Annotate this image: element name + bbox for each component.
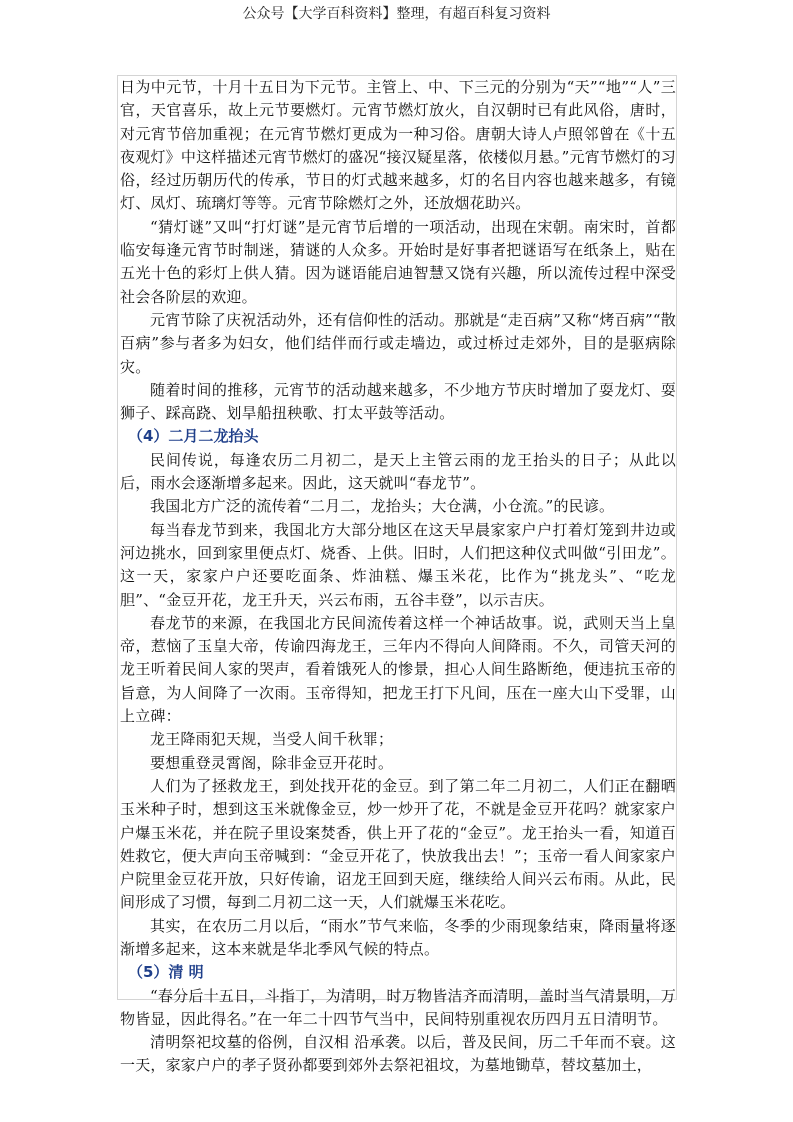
paragraph-dragon-legend: 民间传说，每逢农历二月初二，是天上主管云雨的龙王抬头的日子；从此以后，雨水会逐渐增多起来。因此，这天就叫“春龙节”。: [120, 450, 676, 493]
section-heading-qingming: （5）清 明: [128, 963, 204, 982]
paragraph-walking-away-illness: 元宵节除了庆祝活动外，还有信仰性的活动。那就是“走百病”又称“烤百病”“散百病”参与者多为妇女，他们结伴而行或走墙边，或过桥过走郊外，目的是驱病除灾。: [120, 310, 676, 376]
section-heading-dragon-head: （4）二月二龙抬头: [128, 427, 259, 446]
paragraph-qingming-definition: “春分后十五日，斗指丁，为清明，时万物皆洁齐而清明，盖时当气清景明，万物皆显，因此得名。”在一年二十四节气当中，民间特别重视农历四月五日清明节。: [120, 986, 676, 1028]
paragraph-dragon-customs: 每当春龙节到来，我国北方大部分地区在这天早晨家家户户打着灯笼到井边或河边挑水，回到家里便点灯、烧香、上供。旧时，人们把这种仪式叫做“引田龙”。这一天，家家户户还要吃面条、炸油糕、爆玉米花，比作为“挑龙头”、“吃龙胆”、“金豆开花，龙王升天，兴云布雨，五谷丰登”，以示吉庆。: [120, 520, 676, 609]
poem-line-2: 要想重登灵霄阁，除非金豆开花时。: [150, 753, 394, 772]
paragraph-climate-note: 其实，在农历二月以后，“雨水”节气来临，冬季的少雨现象结束，降雨量将逐渐增多起来，这本来就是华北季风气候的特点。: [120, 916, 676, 958]
paragraph-dragon-myth: 春龙节的来源，在我国北方民间流传着这样一个神话故事。说，武则天当上皇帝，惹恼了玉皇大帝，传谕四海龙王，三年内不得向人间降雨。不久，司管天河的龙王听着民间人家的哭声，看着饿死人的惨景，担心人间生路断绝，便违抗玉帝的旨意，为人间降了一次雨。玉帝得知，把龙王打下凡间，压在一座大山下受罪，山上立碑：: [120, 613, 676, 726]
paragraph-lantern-riddles: “猜灯谜”又叫“打灯谜”是元宵节后增的一项活动，出现在宋朝。南宋时，首都临安每逢元宵节时制迷，猜谜的人众多。开始时是好事者把谜语写在纸条上，贴在五光十色的彩灯上供人猜。因为谜语能启迪智慧又饶有兴趣，所以流传过程中深受社会各阶层的欢迎。: [120, 217, 676, 306]
paragraph-lantern-festival-origin: 日为中元节，十月十五日为下元节。主管上、中、下三元的分别为“天”“地”“人”三官，天官喜乐，故上元节要燃灯。元宵节燃灯放火，自汉朝时已有此风俗，唐时，对元宵节倍加重视；在元宵节燃灯更成为一种习俗。唐朝大诗人卢照邻曾在《十五夜观灯》中这样描述元宵节燃灯的盛况“接汉疑星落，依楼似月悬。”元宵节燃灯的习俗，经过历朝历代的传承，节日的灯式越来越多，灯的名目内容也越来越多，有镜灯、凤灯、琉璃灯等等。元宵节除燃灯之外，还放烟花助兴。: [120, 78, 676, 213]
paragraph-qingming-tomb-sweeping: 清明祭祀坟墓的俗例，自汉相 沿承袭。以后，普及民间，历二千年而不衰。这一天，家家户户的孝子贤孙都要到郊外去祭祀祖坟，为墓地锄草，替坟墓加土，: [120, 1033, 676, 1075]
poem-line-1: 龙王降雨犯天规，当受人间千秋罪；: [150, 730, 394, 749]
paragraph-folk-saying: 我国北方广泛的流传着“二月二，龙抬头；大仓满，小仓流。”的民谚。: [150, 497, 615, 516]
paragraph-festival-activities: 随着时间的推移，元宵节的活动越来越多，不少地方节庆时增加了耍龙灯、耍狮子、踩高跷、划旱船扭秧歌、打太平鼓等活动。: [120, 380, 676, 423]
page-header: 公众号【大学百科资料】整理，有超百科复习资料: [242, 6, 551, 22]
document-body: [117, 75, 677, 1075]
paragraph-golden-beans: 人们为了拯救龙王，到处找开花的金豆。到了第二年二月初二，人们正在翻晒玉米种子时，想到这玉米就像金豆，炒一炒开了花，不就是金豆开花吗？就家家户户爆玉米花，并在院子里设案焚香，供上开了花的“金豆”。龙王抬头一看，知道百姓救它，便大声向玉帝喊到：“金豆开花了，快放我出去！”；玉帝一看人间家家户户院里金豆花开放，只好传谕，诏龙王回到天庭，继续给人间兴云布雨。从此，民间形成了习惯，每到二月初二这一天，人们就爆玉米花吃。: [120, 776, 676, 912]
